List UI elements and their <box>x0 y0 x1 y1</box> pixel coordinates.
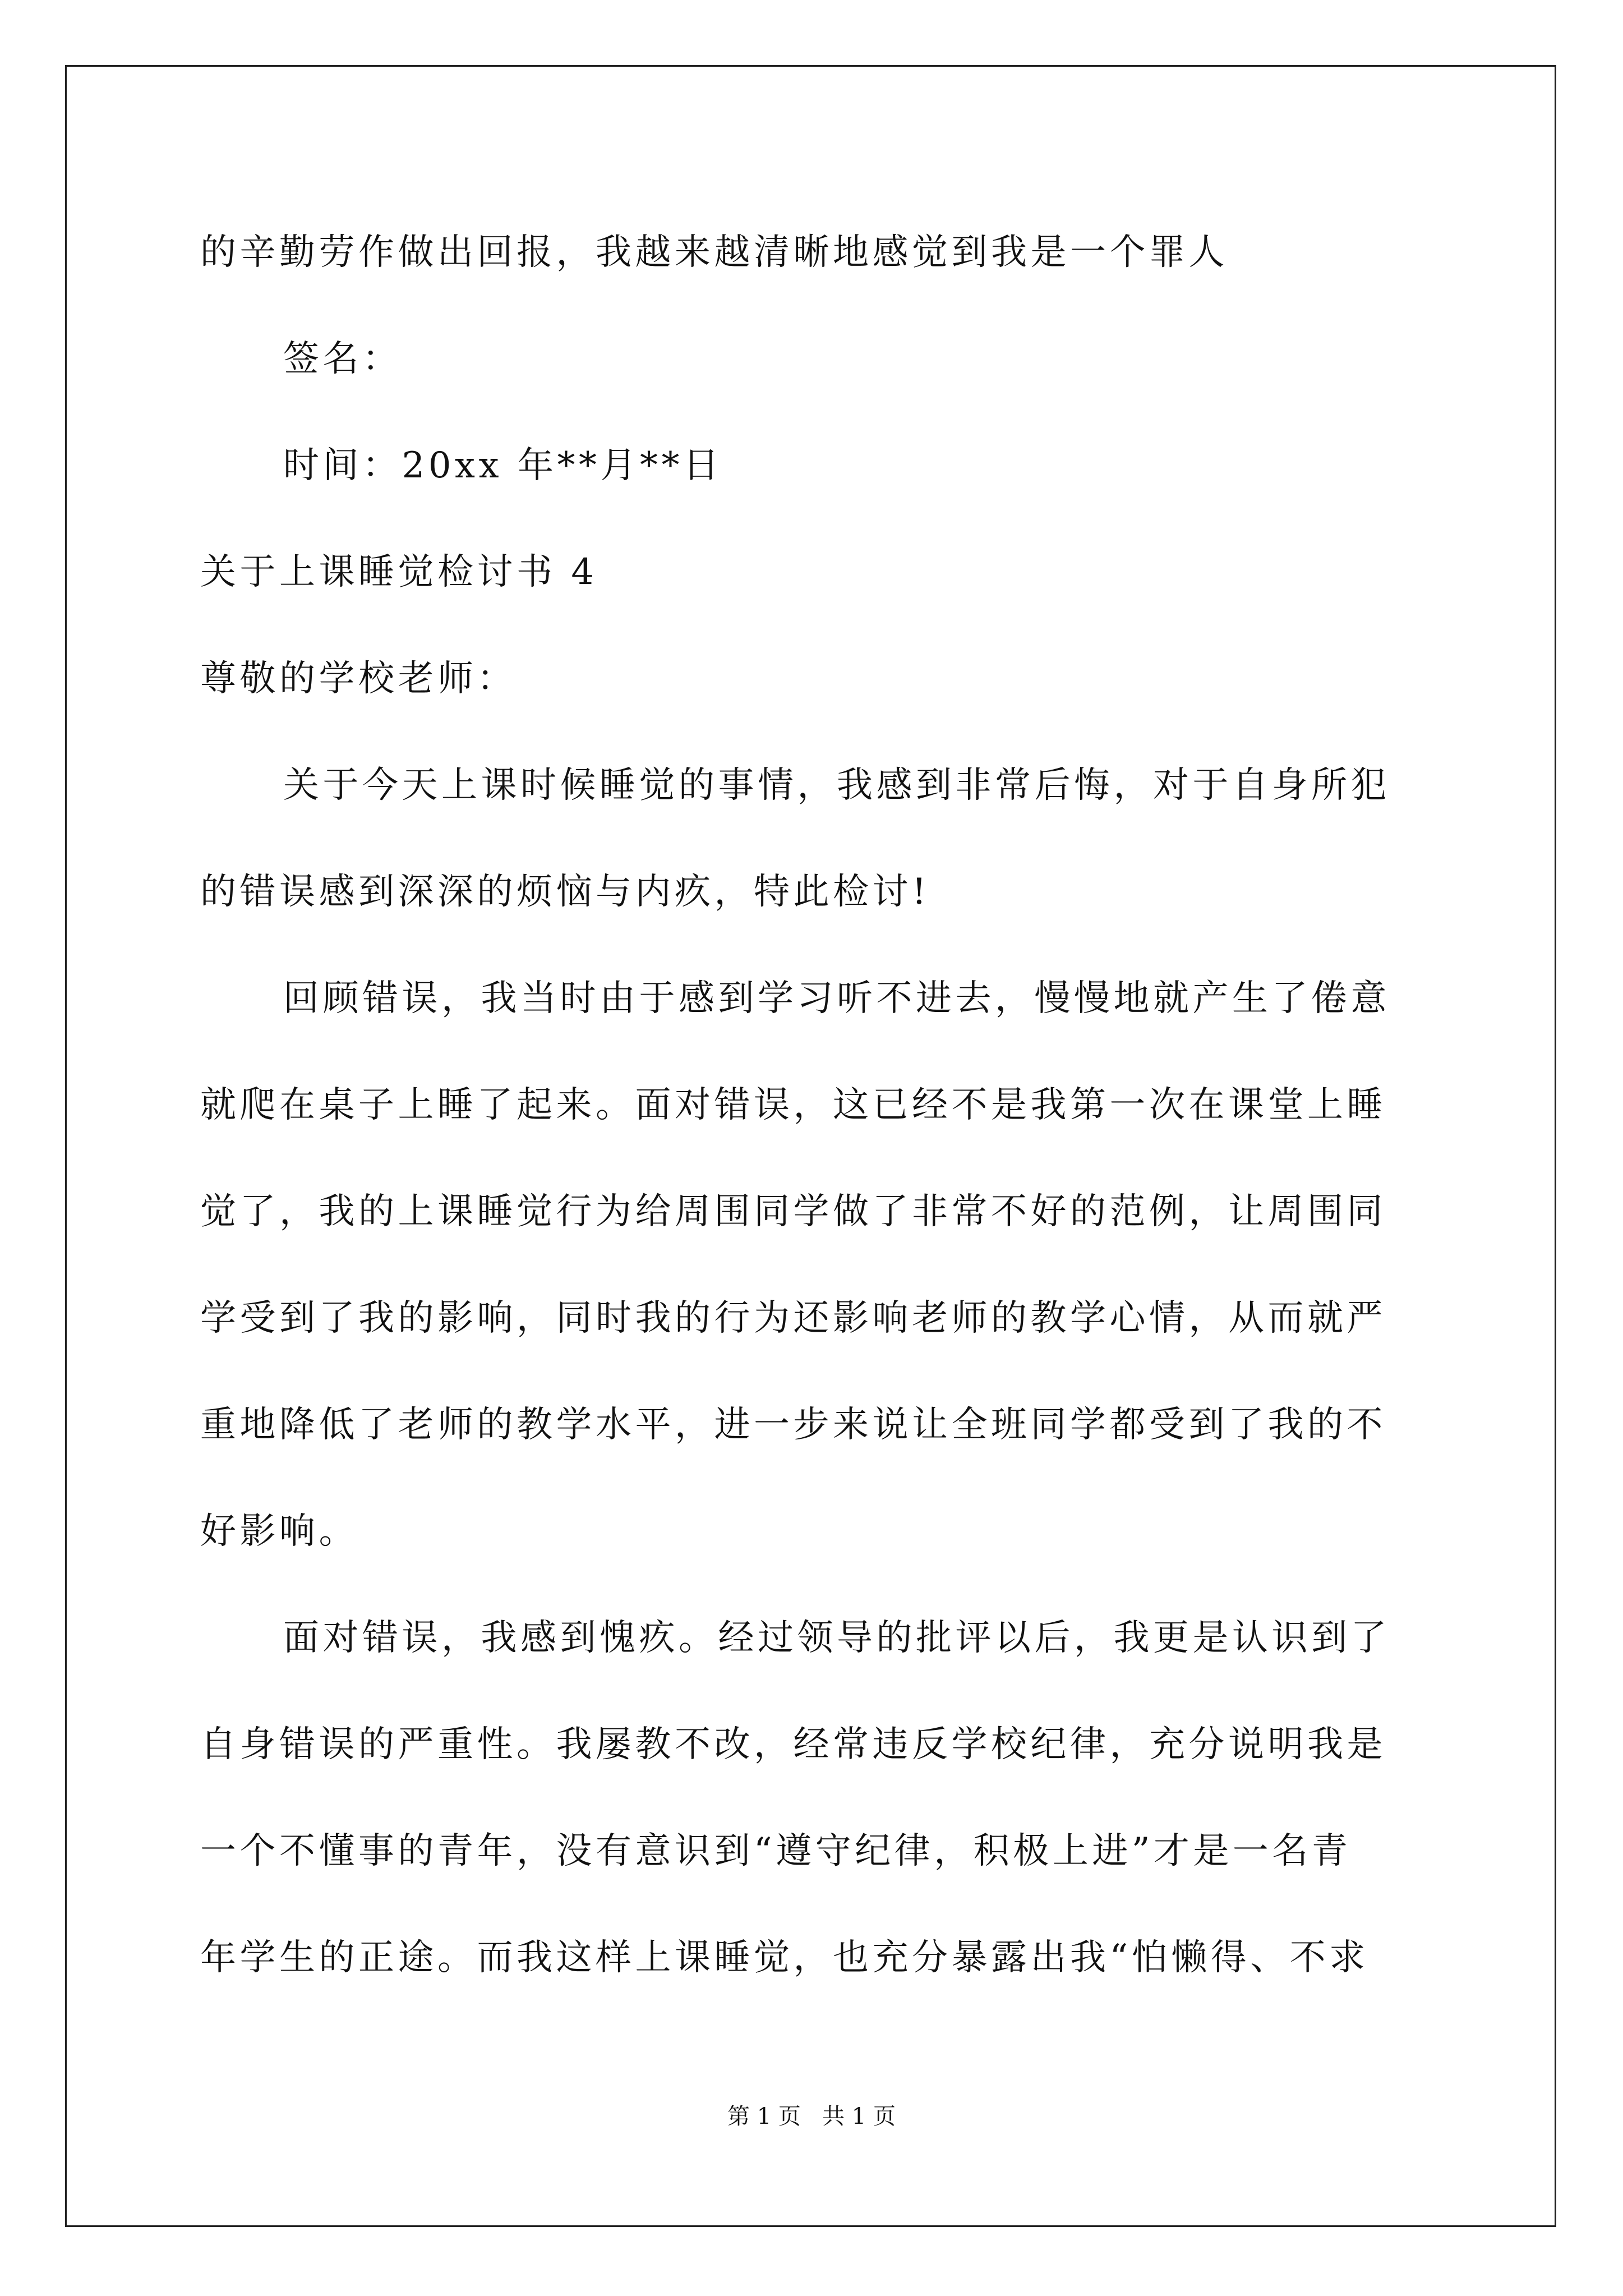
text-line-13: 好影响。 <box>200 1511 358 1552</box>
text-line-9: 就爬在桌子上睡了起来。面对错误，这已经不是我第一次在课堂上睡 <box>200 1084 1386 1126</box>
page-border <box>65 65 1556 2227</box>
text-line-14: 面对错误，我感到愧疚。经过领导的批评以后，我更是认识到了 <box>283 1617 1390 1659</box>
text-line-8: 回顾错误，我当时由于感到学习听不进去，慢慢地就产生了倦意 <box>283 978 1390 1019</box>
text-line-10: 觉了，我的上课睡觉行为给周围同学做了非常不好的范例，让周围同 <box>200 1191 1386 1232</box>
section-title: 关于上课睡觉检讨书 4 <box>200 551 598 593</box>
date-line: 时间：20xx 年**月**日 <box>283 445 723 486</box>
text-line-11: 学受到了我的影响，同时我的行为还影响老师的教学心情，从而就严 <box>200 1297 1386 1339</box>
text-line-17: 年学生的正途。而我这样上课睡觉，也充分暴露出我“怕懒得、不求 <box>200 1937 1369 1978</box>
text-line-12: 重地降低了老师的教学水平，进一步来说让全班同学都受到了我的不 <box>200 1404 1386 1446</box>
text-line-6: 关于今天上课时候睡觉的事情，我感到非常后悔，对于自身所犯 <box>283 765 1390 806</box>
text-line-1: 的辛勤劳作做出回报，我越来越清晰地感觉到我是一个罪人 <box>200 232 1228 273</box>
text-line-16: 一个不懂事的青年，没有意识到“遵守纪律，积极上进”才是一名青 <box>200 1830 1352 1872</box>
signature-label: 签名： <box>283 338 402 380</box>
text-line-7: 的错误感到深深的烦恼与内疚，特此检讨! <box>200 871 930 913</box>
salutation: 尊敬的学校老师： <box>200 658 517 700</box>
text-line-15: 自身错误的严重性。我屡教不改，经常违反学校纪律，充分说明我是 <box>200 1724 1386 1765</box>
page-footer: 第 1 页 共 1 页 <box>727 2104 896 2129</box>
